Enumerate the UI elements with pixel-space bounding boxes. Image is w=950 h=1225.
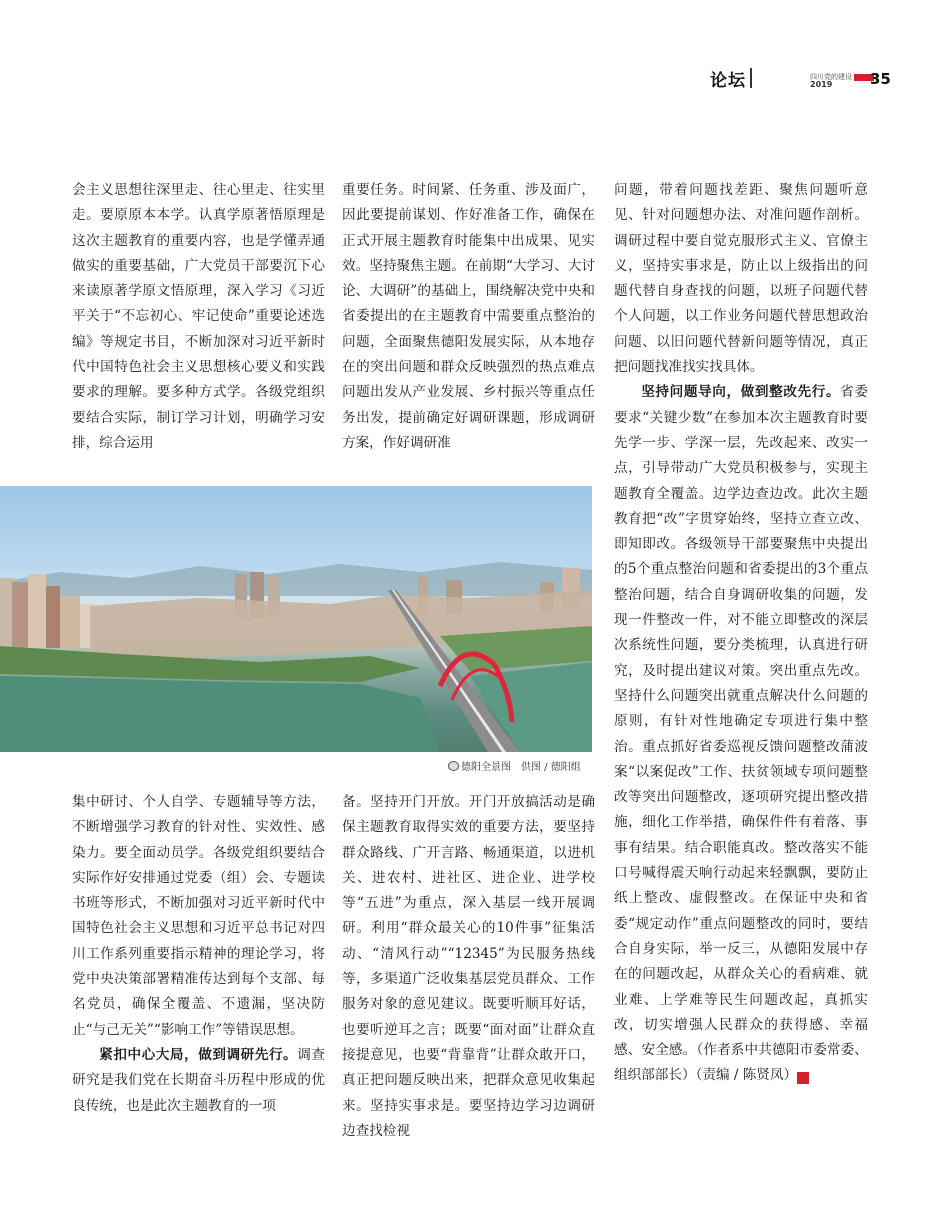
photo-caption-text: 德阳全景图 供图 / 德阳组 — [461, 762, 581, 773]
paragraph-text: 省委要求“关键少数”在参加本次主题教育时要先学一步、学深一层，先改起来、改实一点，引导带动广大党员积极参与，实现主题教育全覆盖。边学边查边改。此次主题教育把“改”字贯穿始终，坚持立查立改、即知即改。各级领导干部要聚焦中央提出的5个重点整治问题和省委提出的3个重点整治问题，结合自身调研收集的问题，发现一件整改一件，对不能立即整改的深层次系统性问题，要分类梳理，认真进行研究，及时提出建议对策。突出重点先改。坚持什么问题突出就重点解决什么问题的原则，有针对性地确定专项进行集中整治。重点抓好省委巡视反馈问题整改蒲波案“以案促改”工作、扶贫领域专项问题整改等突出问题整改，逐项研究提出整改措施，细化工作举措，确保件件有着落、事事有结果。结合职能真改。整改落实不能口号喊得震天响行动起来轻飘飘，要防止纸上整改、虚假整改。在保证中央和省委“规定动作”重点问题整改的同时，要结合自身实际，举一反三，从德阳发展中存在的问题改起，从群众关心的看病难、就业难、上学难等民生问题改起，真抓实改，切实增强人民群众的获得感、幸福感、安全感。（作者系中共德阳市委常委、组织部部长）（责编 / 陈贤凤） — [614, 384, 869, 1084]
column-1-top — [72, 178, 325, 456]
section-title: 论坛 — [710, 71, 746, 91]
column-3 — [614, 178, 868, 1089]
paragraph: 集中研讨、个人自学、专题辅导等方法，不断增强学习教育的针对性、实效性、感染力。要全面动员学。各级党组织要结合实际作好安排通过党委（组）会、专题读书班等形式，不断加强对习近平新时代中国特色社会主义思想和习近平总书记对四川工作系列重要指示精神的理论学习，将党中央决策部署精准传达到每个支部、每名党员，确保全覆盖、不遗漏，坚决防止“与己无关”“影响工作”等错误思想。 — [72, 794, 325, 1038]
magazine-year: 2019 — [810, 80, 833, 89]
column-2-bottom — [342, 790, 595, 1144]
subheading: 紧扣中心大局，做到调研先行。 — [99, 1046, 298, 1063]
paragraph: 备。坚持开门开放。开门开放搞活动是确保主题教育取得实效的重要方法，要坚持群众路线、广开言路、畅通渠道，以进机关、进农村、进社区、进企业、进学校等“五进”为重点，深入基层一线开展调研。利用“群众最关心的10件事”征集活动、“清风行动”“12345”为民服务热线等，多渠道广泛收集基层党员群众、工作服务对象的意见建议。既要听顺耳好话，也要听逆耳之言；既要“面对面”让群众直接提意见，也要“背靠背”让群众敢开口，真正把问题反映出来，把群众意见收集起来。坚持实事求是。要坚持边学习边调研边查找检视 — [342, 794, 595, 1139]
paragraph: 会主义思想往深里走、往心里走、往实里走。要原原本本学。认真学原著悟原理是这次主题教育的重要内容，也是学懂弄通做实的重要基础，广大党员干部要沉下心来读原著学原文悟原理，深入学习《习近平关于“不忘初心、牢记使命”重要论述选编》等规定书目，不断加深对习近平新时代中国特色社会主义思想核心要义和实践要求的理解。要多种方式学。各级党组织要结合实际，制订学习计划，明确学习安排，综合运用 — [72, 182, 325, 451]
magazine-title: 四川党的建设 — [810, 73, 852, 81]
column-1-bottom — [72, 790, 325, 1119]
paragraph — [72, 1043, 325, 1119]
page-number: 35 — [870, 70, 891, 88]
photo-caption — [448, 758, 581, 773]
subheading: 坚持问题导向，做到整改先行。 — [641, 384, 841, 401]
paragraph — [614, 380, 868, 1088]
paragraph-text: 调查研究是我们党在长期奋斗历程中形成的优良传统，也是此次主题教育的一项 — [72, 1046, 326, 1114]
camera-icon — [448, 761, 459, 771]
magazine-name — [810, 73, 874, 89]
end-of-article-icon: D — [797, 1072, 809, 1084]
city-panorama-photo — [0, 486, 592, 752]
city-panorama-illustration — [0, 486, 592, 752]
column-2-top — [342, 178, 595, 456]
paragraph: 问题，带着问题找差距、聚焦问题听意见、针对问题想办法、对准问题作剖析。调研过程中要自觉克服形式主义、官僚主义，坚持实事求是，防止以上级指出的问题代替自身查找的问题，以班子问题代替个人问题，以工作业务问题代替思想政治问题、以旧问题代替新问题等情况，真正把问题找准找实找具体。 — [614, 182, 868, 376]
paragraph: 重要任务。时间紧、任务重、涉及面广，因此要提前谋划、作好准备工作，确保在正式开展主题教育时能集中出成果、见实效。坚持聚焦主题。在前期“大学习、大讨论、大调研”的基础上，围绕解决党中央和省委提出的在主题教育中需要重点整治的问题，全面聚焦德阳发展实际，从本地存在的突出问题和群众反映强烈的热点难点问题出发从产业发展、乡村振兴等重点任务出发，提前确定好调研课题，形成调研方案，作好调研准 — [342, 182, 595, 451]
header-divider — [750, 68, 752, 88]
